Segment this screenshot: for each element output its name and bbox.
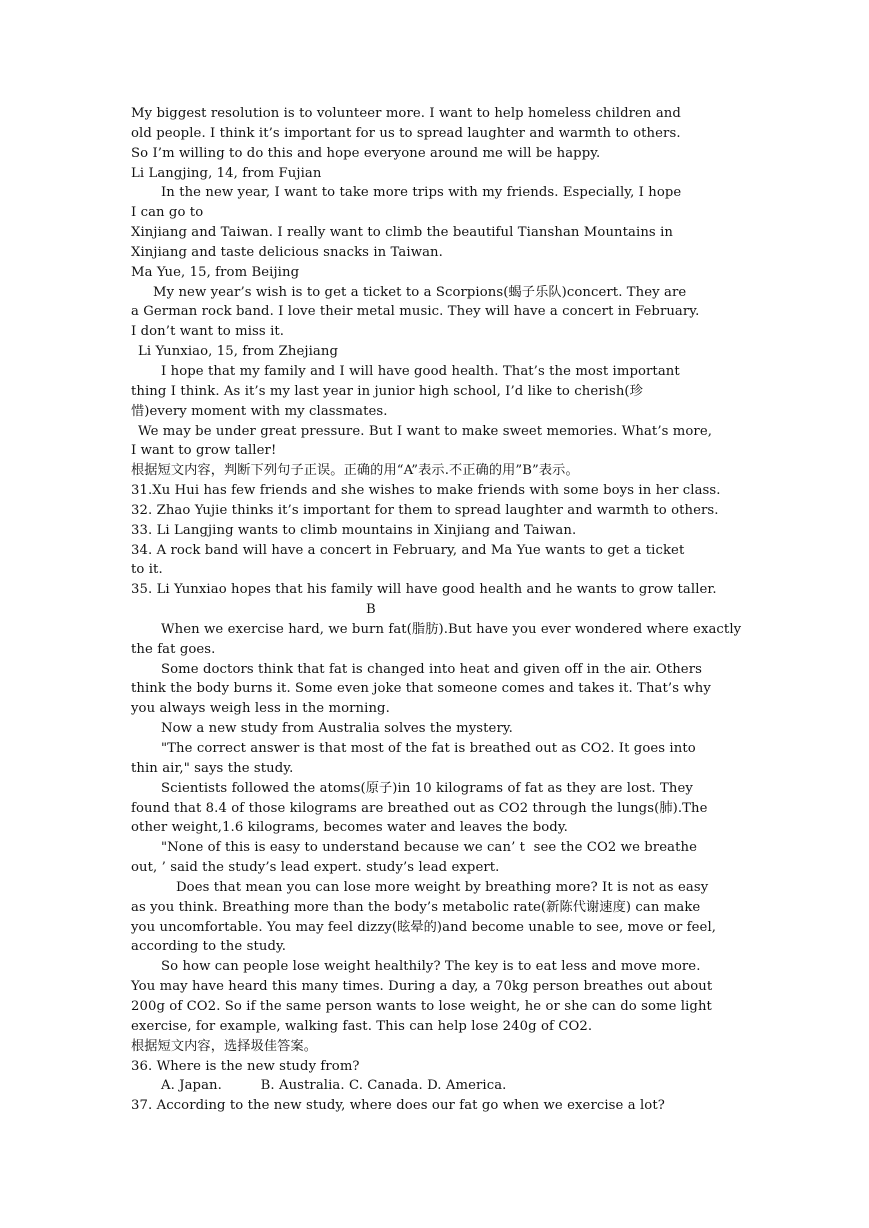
text-line: My new year’s wish is to get a ticket to a Scorpions(蝎子乐队)concert. They are (153, 284, 687, 300)
text-line: Xinjiang and taste delicious snacks in Taiwan. (131, 244, 443, 260)
text-line: Scientists followed the atoms(原子)in 10 kilograms of fat as they are lost. They (161, 780, 693, 796)
text-line: I hope that my family and I will have good health. That’s the most important (161, 363, 680, 379)
text-line: a German rock band. I love their metal music. They will have a concert in February. (131, 304, 700, 320)
text-line: 31.Xu Hui has few friends and she wishes to make friends with some boys in her class. (131, 483, 721, 499)
text-line: "The correct answer is that most of the fat is breathed out as CO2. It goes into (161, 741, 696, 756)
document-page (131, 104, 742, 1116)
text-line: B (366, 602, 376, 618)
text-line: out, ’ said the study’s lead expert. study’s lead expert. (131, 860, 500, 876)
text-line: according to the study. (131, 939, 287, 955)
text-line: 36. Where is the new study from? (131, 1058, 360, 1074)
text-line: So I’m willing to do this and hope everyone around me will be happy. (131, 145, 601, 161)
text-line: to it. (131, 562, 163, 578)
text-line: When we exercise hard, we burn fat(脂肪).But have you ever wondered where exactly (161, 621, 742, 637)
text-line: I want to grow taller! (131, 443, 277, 459)
text-line: Li Yunxiao, 15, from Zhejiang (138, 344, 339, 360)
text-line: I can go to (131, 205, 204, 221)
text-line: 200g of CO2. So if the same person wants to lose weight, he or she can do some light (131, 998, 712, 1014)
text-line: So how can people lose weight healthily? The key is to eat less and move more. (161, 959, 701, 975)
text-line: Li Langjing, 14, from Fujian (131, 165, 322, 181)
text-line: 32. Zhao Yujie thinks it’s important for them to spread laughter and warmth to others. (131, 502, 719, 518)
text-line: other weight,1.6 kilograms, becomes water and leaves the body. (131, 820, 568, 836)
text-line: 35. Li Yunxiao hopes that his family will have good health and he wants to grow taller. (131, 582, 717, 598)
text-line: 34. A rock band will have a concert in February, and Ma Yue wants to get a ticket (131, 542, 685, 558)
text-line: Some doctors think that fat is changed into heat and given off in the air. Others (161, 661, 702, 677)
text-line: 惜)every moment with my classmates. (131, 403, 388, 419)
text-line: Now a new study from Australia solves the mystery. (161, 721, 513, 737)
text-line: You may have heard this many times. During a day, a 70kg person breathes out about (131, 979, 713, 995)
text-line: found that 8.4 of those kilograms are breathed out as CO2 through the lungs(肺).The (131, 800, 708, 816)
text-line: think the body burns it. Some even joke that someone comes and takes it. That’s why (131, 681, 711, 697)
text-line: "None of this is easy to understand because we can’ t see the CO2 we breathe (161, 840, 697, 856)
text-line: as you think. Breathing more than the body’s metabolic rate(新陈代谢速度) can make (131, 899, 701, 915)
text-line: Xinjiang and Taiwan. I really want to climb the beautiful Tianshan Mountains in (131, 225, 673, 241)
text-line: exercise, for example, walking fast. This can help lose 240g of CO2. (131, 1018, 593, 1034)
text-line: the fat goes. (131, 641, 216, 657)
text-line: 根据短文内容，判断下列句子正误。正确的用“A”表示.不正确的用”B”表示。 (131, 463, 579, 479)
text-line: A. Japan. B. Australia. C. Canada. D. America. (161, 1078, 507, 1094)
text-line: I don’t want to miss it. (131, 324, 285, 340)
text-line: In the new year, I want to take more trips with my friends. Especially, I hope (161, 185, 682, 201)
text-line: you always weigh less in the morning. (131, 701, 390, 717)
text-line: 37. According to the new study, where does our fat go when we exercise a lot? (131, 1098, 665, 1114)
text-line: 33. Li Langjing wants to climb mountains in Xinjiang and Taiwan. (131, 522, 577, 538)
text-line: you uncomfortable. You may feel dizzy(眩晕的)and become unable to see, move or feel, (131, 919, 717, 935)
text-line: old people. I think it’s important for us to spread laughter and warmth to others. (131, 125, 681, 141)
text-line: Ma Yue, 15, from Beijing (131, 264, 300, 280)
text-line: Does that mean you can lose more weight by breathing more? It is not as easy (176, 879, 709, 895)
text-line: We may be under great pressure. But I want to make sweet memories. What’s more, (138, 423, 713, 439)
text-line: thin air," says the study. (131, 760, 294, 776)
text-line: My biggest resolution is to volunteer more. I want to help homeless children and (131, 106, 681, 121)
text-line: thing I think. As it’s my last year in junior high school, I’d like to cherish(珍 (131, 383, 643, 399)
text-line: 根据短文内容，选择圾佳答案。 (131, 1038, 318, 1054)
